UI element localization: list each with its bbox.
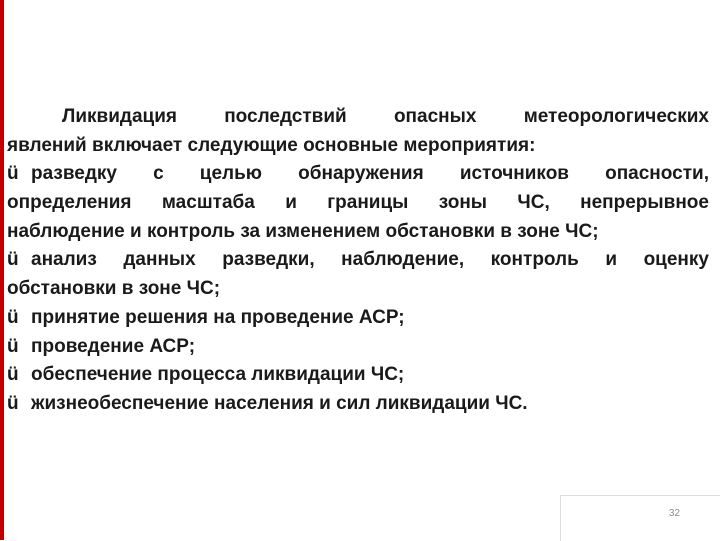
list-word: и: [605, 249, 618, 271]
list-item-line-1: [31, 160, 709, 189]
list-item-text: обеспечение процесса ликвидации ЧС;: [31, 364, 405, 386]
list-word: анализ: [31, 249, 97, 271]
list-item: [7, 246, 709, 275]
list-word: опасности,: [605, 163, 709, 185]
list-word: зоны: [438, 192, 488, 214]
list-item: [7, 160, 709, 189]
intro-word: опасных: [393, 106, 477, 127]
list-item-line-1: [31, 246, 709, 275]
list-word: разведки,: [222, 249, 315, 271]
check-icon: ü: [7, 306, 19, 328]
list-word: наблюдение,: [341, 249, 465, 271]
check-icon: ü: [7, 163, 19, 185]
list-item: [7, 361, 709, 390]
list-word: с: [153, 163, 164, 185]
page-number: 32: [668, 508, 680, 519]
list-item: [7, 304, 709, 333]
slide-body: [7, 103, 709, 419]
list-item-text: жизнеобеспечение населения и сил ликвидации ЧС.: [31, 392, 528, 414]
list-word: разведку: [31, 163, 117, 185]
list-word: целью: [199, 163, 263, 185]
list-word: контроль: [490, 249, 579, 271]
accent-bar: [0, 0, 4, 540]
list-word: оценку: [643, 249, 709, 271]
intro-line-2: явлений включает следующие основные мероприятия:: [7, 134, 536, 156]
list-item-line-2: [7, 189, 709, 218]
list-item: [7, 333, 709, 362]
list-item-text: проведение АСР;: [31, 335, 196, 357]
intro-word: Ликвидация: [62, 106, 177, 127]
list-item: [7, 390, 709, 419]
list-item-text: принятие решения на проведение АСР;: [31, 306, 405, 328]
list-word: источников: [459, 163, 569, 185]
list-word: непрерывное: [580, 192, 709, 214]
check-icon: ü: [7, 249, 19, 271]
list-word: ЧС,: [517, 192, 550, 214]
check-icon: ü: [7, 335, 19, 357]
page-number-box: [560, 495, 720, 541]
check-icon: ü: [7, 364, 19, 386]
list-item-line-3: наблюдение и контроль за изменением обстановки в зоне ЧС;: [7, 220, 599, 242]
list-word: данных: [123, 249, 196, 271]
intro-word: последствий: [224, 106, 347, 127]
list-word: определения: [7, 192, 132, 214]
list-item-line-2: обстановки в зоне ЧС;: [7, 278, 221, 300]
list-word: границы: [327, 192, 409, 214]
check-icon: ü: [7, 392, 19, 414]
intro-word: метеорологических: [523, 106, 709, 127]
list-word: обнаружения: [298, 163, 424, 185]
list-word: и: [285, 192, 297, 214]
list-word: масштаба: [161, 192, 255, 214]
intro-line-1: [7, 103, 709, 132]
